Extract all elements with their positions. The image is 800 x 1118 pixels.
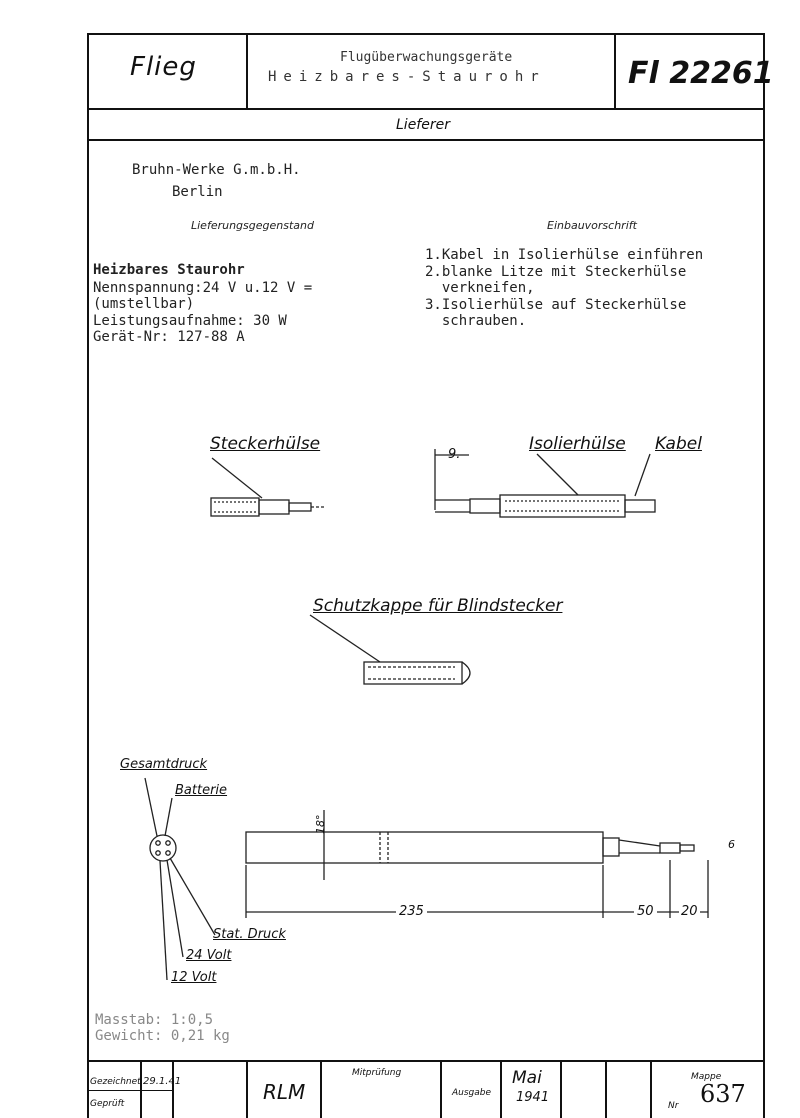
label-stat-druck: Stat. Druck bbox=[213, 927, 286, 942]
installation-heading: Einbauvorschrift bbox=[547, 219, 637, 232]
weight-text: Gewicht: 0,21 kg bbox=[95, 1028, 230, 1044]
item-title: Heizbares Staurohr bbox=[93, 262, 245, 278]
checked-label: Geprüft bbox=[90, 1099, 125, 1109]
spec-line: Leistungsaufnahme: 30 W bbox=[93, 313, 287, 329]
ausgabe-label: Ausgabe bbox=[452, 1088, 492, 1098]
footer-col bbox=[650, 1060, 652, 1118]
schutzkappe-part bbox=[310, 615, 470, 684]
label-kabel: Kabel bbox=[655, 434, 702, 454]
drawn-label: Gezeichnet bbox=[90, 1077, 141, 1087]
label-batterie: Batterie bbox=[175, 783, 228, 798]
issue-year: 1941 bbox=[516, 1090, 550, 1105]
label-12-volt: 12 Volt bbox=[171, 970, 217, 985]
footer-col bbox=[172, 1060, 174, 1118]
spec-line: Gerät-Nr: 127-88 A bbox=[93, 329, 245, 345]
footer-col bbox=[320, 1060, 322, 1118]
footer-row bbox=[87, 1090, 172, 1091]
instruction-line: 2.blanke Litze mit Steckerhülse bbox=[425, 264, 687, 280]
steckerhulse-part bbox=[211, 458, 326, 516]
document-number: Fl 22261 bbox=[628, 56, 774, 91]
spec-line: (umstellbar) bbox=[93, 296, 195, 312]
instruction-line: verkneifen, bbox=[425, 280, 535, 296]
rlm-mark: RLM bbox=[263, 1080, 306, 1104]
logo-text: Flieg bbox=[130, 52, 197, 82]
footer-col bbox=[560, 1060, 562, 1118]
mappe-label: Mappe bbox=[691, 1072, 722, 1082]
drawn-date: 29.1.41 bbox=[143, 1076, 182, 1087]
delivery-heading: Lieferungsgegenstand bbox=[191, 219, 314, 232]
instruction-line: 1.Kabel in Isolierhülse einführen bbox=[425, 247, 704, 263]
nr-label: Nr bbox=[668, 1101, 679, 1111]
instruction-line: 3.Isolierhülse auf Steckerhülse bbox=[425, 297, 687, 313]
supplier-heading: Lieferer bbox=[396, 117, 450, 133]
footer-col bbox=[500, 1060, 502, 1118]
label-isolierhulse: Isolierhülse bbox=[529, 434, 626, 454]
scale-text: Masstab: 1:0,5 bbox=[95, 1012, 214, 1028]
supplier-city: Berlin bbox=[172, 184, 223, 200]
dimension-20: 20 bbox=[681, 904, 698, 919]
label-24-volt: 24 Volt bbox=[186, 948, 232, 963]
footer-col bbox=[140, 1060, 142, 1118]
isolierhulse-assembly bbox=[435, 449, 655, 517]
label-steckerhulse: Steckerhülse bbox=[210, 434, 321, 454]
supplier-name: Bruhn-Werke G.m.b.H. bbox=[132, 162, 301, 178]
spec-line: Nennspannung:24 V u.12 V = bbox=[93, 280, 313, 296]
label-schutzkappe: Schutzkappe für Blindstecker bbox=[313, 596, 563, 616]
instruction-line: schrauben. bbox=[425, 313, 527, 329]
dimension-235: 235 bbox=[396, 904, 427, 919]
header-title-line2: Heizbares-Staurohr bbox=[268, 69, 546, 85]
issue-month: Mai bbox=[512, 1068, 542, 1088]
mitpruefung-label: Mitprüfung bbox=[352, 1068, 402, 1078]
header-title-line1: Flugüberwachungsgeräte bbox=[340, 50, 513, 65]
dimension-18: 18° bbox=[314, 814, 327, 834]
footer-col bbox=[246, 1060, 248, 1118]
dimension-6: 6 bbox=[728, 838, 735, 851]
mappe-number: 637 bbox=[700, 1080, 746, 1108]
dimension-50: 50 bbox=[634, 904, 657, 919]
label-gesamtdruck: Gesamtdruck bbox=[120, 757, 208, 772]
dimension-9: 9. bbox=[448, 447, 461, 462]
footer-col bbox=[440, 1060, 442, 1118]
footer-col bbox=[605, 1060, 607, 1118]
